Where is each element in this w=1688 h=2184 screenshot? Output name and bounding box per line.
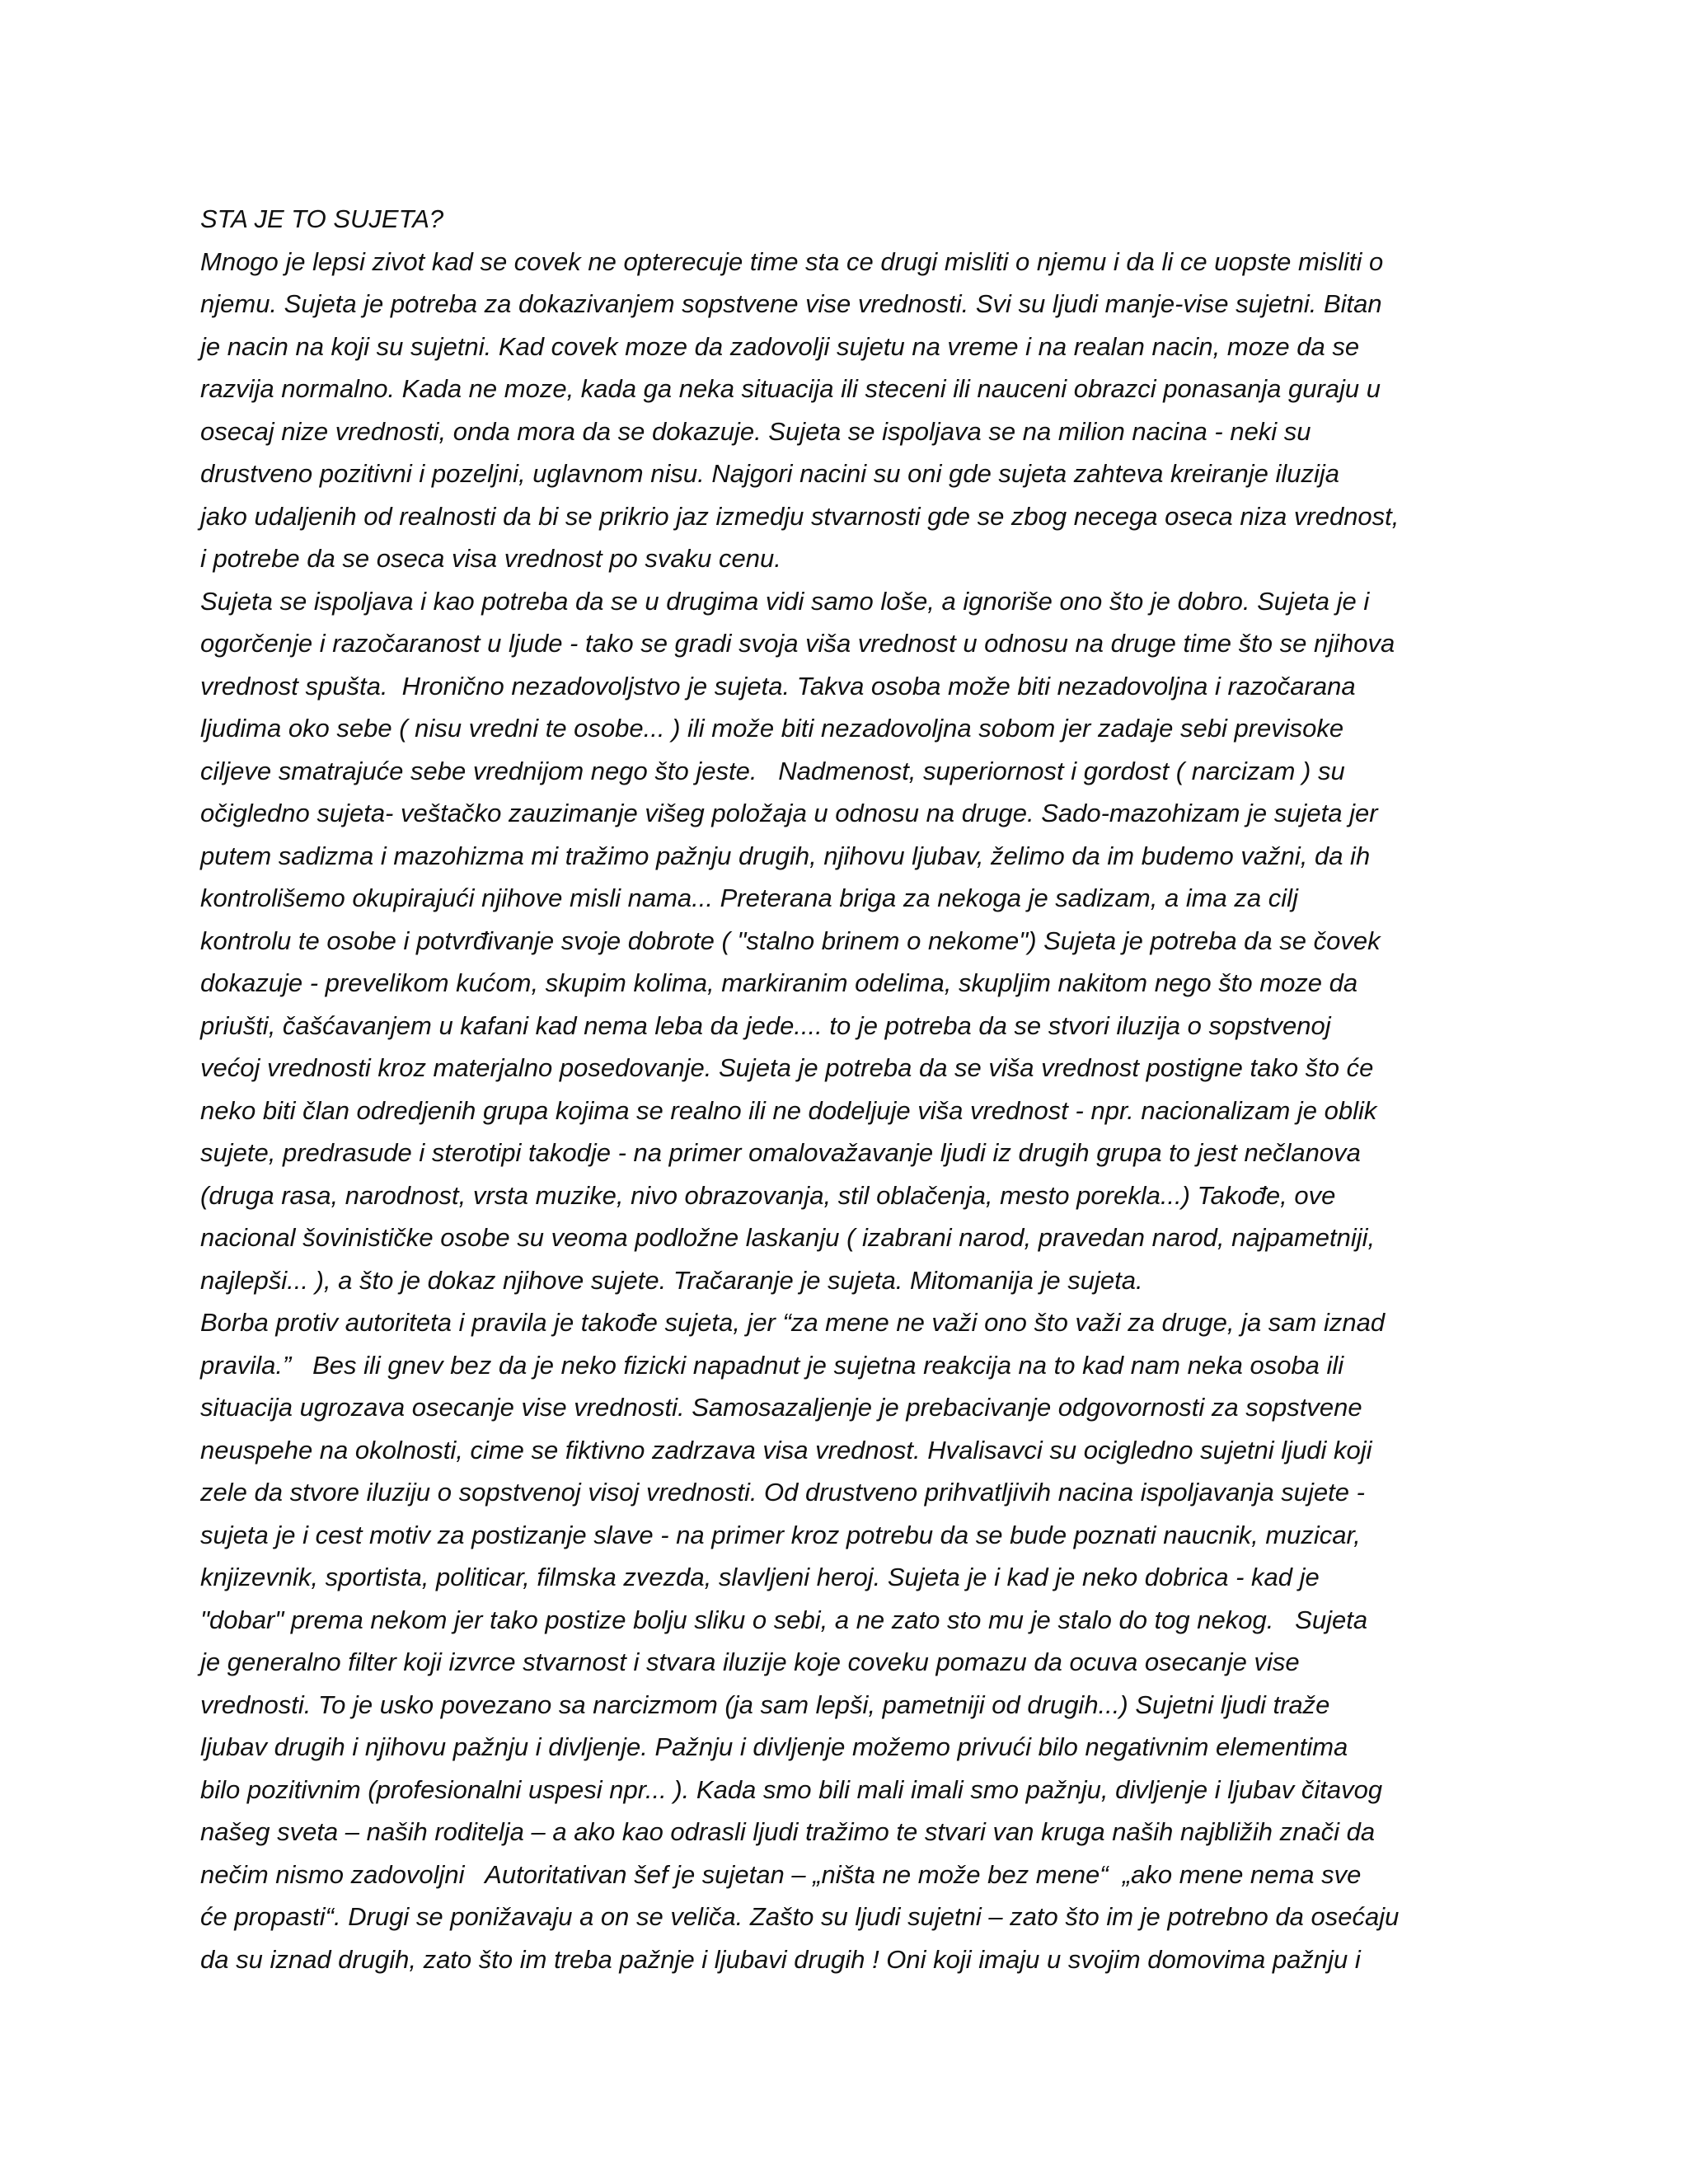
text-line: sujeta je i cest motiv za postizanje slave - na primer kroz potrebu da se bude poznati naucnik, muzicar, [200,1520,1361,1549]
text-line: nacional šovinističke osobe su veoma podložne laskanju ( izabrani narod, pravedan narod, najpametniji, [200,1223,1376,1252]
text-line: kontrolišemo okupirajući njihove misli nama... Preterana briga za nekoga je sadizam, a ima za cilj [200,883,1298,912]
text-line: ljudima oko sebe ( nisu vredni te osobe... ) ili može biti nezadovoljna sobom jer zadaje sebi previsoke [200,714,1344,743]
text-line: da su iznad drugih, zato što im treba pažnje i ljubavi drugih ! Oni koji imaju u svojim domovima pažnju i [200,1944,1361,1974]
text-line: razvija normalno. Kada ne moze, kada ga neka situacija ili steceni ili nauceni obrazci ponasanja guraju u [200,374,1381,403]
text-line: putem sadizma i mazohizma mi tražimo pažnju drugih, njihovu ljubav, želimo da im budemo važni, da ih [200,841,1371,870]
text-line: drustveno pozitivni i pozeljni, uglavnom nisu. Najgori nacini su oni gde sujeta zahteva kreiranje iluzija [200,459,1339,488]
text-line: neuspehe na okolnosti, cime se fiktivno zadrzava visa vrednost. Hvalisavci su ocigledno sujetni ljudi koji [200,1435,1372,1465]
text-line: (druga rasa, narodnost, vrsta muzike, nivo obrazovanja, stil oblačenja, mesto porekla...) Takođe, ove [200,1180,1336,1210]
text-line: pravila.” Bes ili gnev bez da je neko fizicki napadnut je sujetna reakcija na to kad nam neka osoba ili [200,1350,1344,1380]
text-line: je generalno filter koji izvrce stvarnost i stvara iluzije koje coveku pomazu da ocuva osecanje vise [200,1647,1300,1676]
text-line: vrednost spušta. Hronično nezadovoljstvo je sujeta. Takva osoba može biti nezadovoljna i razočarana [200,671,1356,701]
text-line: najlepši... ), a što je dokaz njihove sujete. Tračaranje je sujeta. Mitomanija je sujeta. [200,1265,1143,1295]
text-line: nečim nismo zadovoljni Autoritativan šef je sujetan – „ništa ne može bez mene“ „ako mene nema sve [200,1859,1362,1889]
text-line: kontrolu te osobe i potvrđivanje svoje dobrote ( "stalno brinem o nekome") Sujeta je potreba da se čovek [200,926,1381,955]
text-line: "dobar" prema nekom jer tako postize bolju sliku o sebi, a ne zato sto mu je stalo do tog nekog. Sujeta [200,1605,1368,1634]
text-line: dokazuje - prevelikom kućom, skupim kolima, markiranim odelima, skupljim nakitom nego što moze da [200,968,1358,997]
text-line: Borba protiv autoriteta i pravila je takođe sujeta, jer “za mene ne važi ono što važi za druge, ja sam iznad [200,1308,1386,1337]
text-line: knjizevnik, sportista, politicar, filmska zvezda, slavljeni heroj. Sujeta je i kad je neko dobrica - kad je [200,1563,1320,1591]
text-line: priušti, čašćavanjem u kafani kad nema leba da jede.... to je potreba da se stvori iluzija o sopstvenoj [200,1010,1331,1040]
text-line: sujete, predrasude i sterotipi takodje - na primer omalovažavanje ljudi iz drugih grupa to jest nečlanova [200,1138,1361,1167]
document-body [200,198,1486,1980]
text-line: je nacin na koji su sujetni. Kad covek moze da zadovolji sujetu na vreme i na realan nacin, moze da se [200,331,1360,361]
text-line: osecaj nize vrednosti, onda mora da se dokazuje. Sujeta se ispoljava se na milion nacina - neki su [200,416,1311,446]
text-line: neko biti član odredjenih grupa kojima se realno ili ne dodeljuje viša vrednost - npr. nacionalizam je oblik [200,1095,1377,1125]
text-line: situacija ugrozava osecanje vise vrednosti. Samosazaljenje je prebacivanje odgovornosti za sopstvene [200,1393,1362,1422]
text-line: jako udaljenih od realnosti da bi se prikrio jaz izmedju stvarnosti gde se zbog necega oseca niza vrednost, [200,501,1400,531]
text-line: njemu. Sujeta je potreba za dokazivanjem sopstvene vise vrednosti. Svi su ljudi manje-vise sujetni. Bitan [200,289,1382,318]
text-line: očigledno sujeta- veštačko zauzimanje višeg položaja u odnosu na druge. Sado-mazohizam je sujeta jer [200,799,1378,827]
text-line: većoj vrednosti kroz materjalno posedovanje. Sujeta je potreba da se viša vrednost postigne tako što će [200,1053,1374,1082]
text-line: bilo pozitivnim (profesionalni uspesi npr... ). Kada smo bili mali imali smo pažnju, divljenje i ljubav čitavog [200,1774,1383,1804]
text-line: ljubav drugih i njihovu pažnju i divljenje. Pažnju i divljenje možemo privući bilo negativnim elementima [200,1732,1348,1761]
text-line: zele da stvore iluziju o sopstvenoj visoj vrednosti. Od drustveno prihvatljivih nacina ispoljavanja sujete - [200,1478,1365,1507]
text-line: Mnogo je lepsi zivot kad se covek ne opterecuje time sta ce drugi misliti o njemu i da li ce uopste misliti o [200,246,1384,276]
text-line: će propasti“. Drugi se ponižavaju a on se veliča. Zašto su ljudi sujetni – zato što im je potrebno da osećaju [200,1902,1400,1931]
text-line: ciljeve smatrajuće sebe vrednijom nego što jeste. Nadmenost, superiornost i gordost ( narcizam ) su [200,756,1345,785]
text-line: i potrebe da se oseca visa vrednost po svaku cenu. [200,544,781,573]
text-line: vrednosti. To je usko povezano sa narcizmom (ja sam lepši, pametniji od drugih...) Sujetni ljudi traže [200,1690,1330,1719]
text-line: našeg sveta – naših roditelja – a ako kao odrasli ljudi tražimo te stvari van kruga naših najbližih znači da [200,1817,1376,1846]
document-title: STA JE TO SUJETA? [200,204,444,233]
text-line: ogorčenje i razočaranost u ljude - tako se gradi svoja viša vrednost u odnosu na druge time što se njihova [200,629,1395,658]
text-line: Sujeta se ispoljava i kao potreba da se u drugima vidi samo loše, a ignoriše ono što je dobro. Sujeta je i [200,586,1370,616]
